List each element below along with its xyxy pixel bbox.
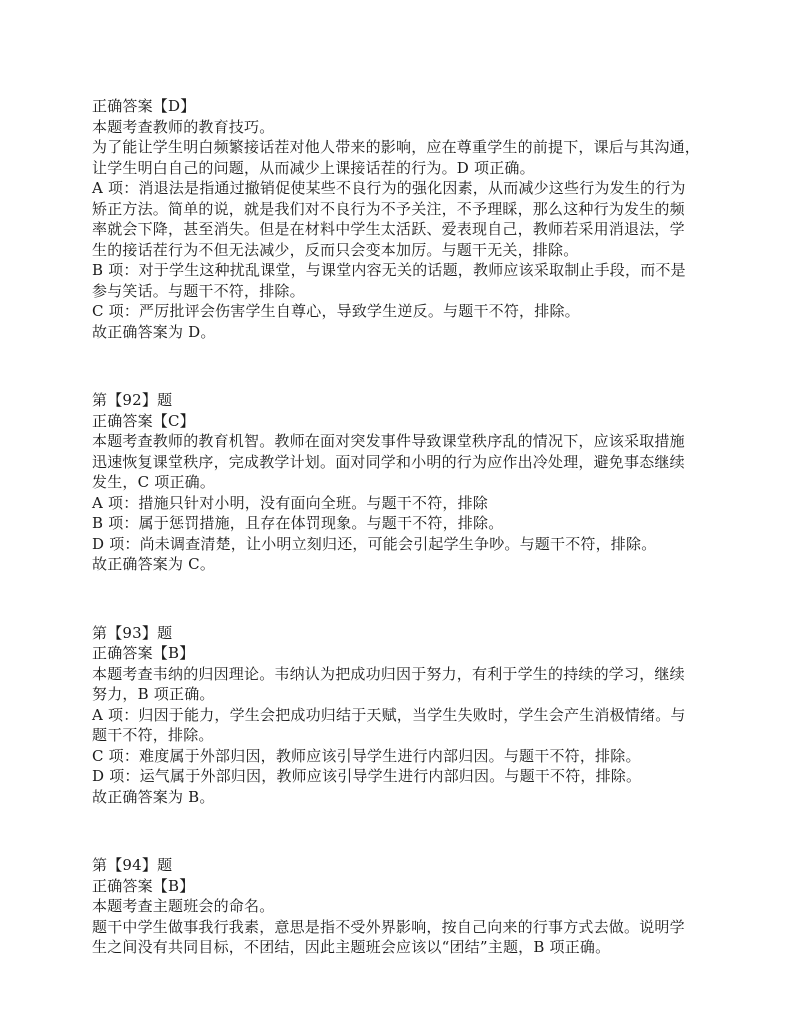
- topic-line: 本题考查主题班会的命名。: [92, 897, 275, 915]
- question-number: 第【92】题: [92, 391, 173, 409]
- option-b-line: B 项：对于学生这种扰乱课堂，与课堂内容无关的话题，教师应该采取制止手段，而不是: [92, 261, 686, 279]
- question-number: 第【93】题: [92, 623, 173, 642]
- option-c-line: C 项：难度属于外部归因，教师应该引导学生进行内部归因。与题干不符，排除。: [92, 746, 641, 765]
- option-b-line: 参与笑话。与题干不符，排除。: [92, 281, 305, 300]
- option-a-line: A 项：措施只针对小明，没有面向全班。与题干不符，排除: [92, 493, 489, 512]
- question-block-93: [92, 623, 732, 808]
- conclusion-line: 故正确答案为 D。: [92, 322, 216, 341]
- explanation-line: 发生，C 项正确。: [92, 473, 216, 491]
- question-block-94: [92, 855, 732, 958]
- answer-label: 正确答案【C】: [92, 411, 195, 430]
- explanation-line: 迅速恢复课堂秩序，完成教学计划。面对同学和小明的行为应作出冷处理，避免事态继续: [92, 452, 685, 471]
- option-b-line: B 项：属于惩罚措施，且存在体罚现象。与题干不符，排除。: [92, 514, 504, 532]
- document-page: [92, 96, 732, 958]
- explanation-line: 为了能让学生明白频繁接话茬对他人带来的影响，应在尊重学生的前提下，课后与其沟通，: [92, 138, 701, 156]
- option-a-line: 生的接话茬行为不但无法减少，反而只会变本加厉。与题干无关，排除。: [92, 240, 579, 259]
- option-d-line: D 项：尚未调查清楚，让小明立刻归还，可能会引起学生争吵。与题干不符，排除。: [92, 534, 657, 553]
- explanation-line: 本题考查韦纳的归因理论。韦纳认为把成功归因于努力，有利于学生的持续的学习，继续: [92, 664, 685, 683]
- conclusion-line: 故正确答案为 B。: [92, 787, 215, 806]
- option-c-line: C 项：严厉批评会伤害学生自尊心，导致学生逆反。与题干不符，排除。: [92, 302, 580, 320]
- answer-label: 正确答案【B】: [92, 876, 195, 895]
- option-a-line: 矫正方法。简单的说，就是我们对不良行为不予关注，不予理睬，那么这种行为发生的频: [92, 199, 685, 218]
- explanation-line: 努力，B 项正确。: [92, 685, 215, 703]
- option-a-line: 题干不符，排除。: [92, 726, 214, 744]
- answer-label: 正确答案【D】: [92, 97, 196, 115]
- explanation-line: 本题考查教师的教育机智。教师在面对突发事件导致课堂秩序乱的情况下，应该采取措施: [92, 432, 685, 450]
- option-a-line: A 项：归因于能力，学生会把成功归结于天赋，当学生失败时，学生会产生消极情绪。与: [92, 705, 686, 724]
- question-block-92: [92, 390, 732, 575]
- option-a-line: 率就会下降，甚至消失。但是在材料中学生太活跃、爱表现自己，教师若采用消退法，学: [92, 220, 685, 238]
- explanation-line: 生之间没有共同目标，不团结，因此主题班会应该以“团结”主题，B 项正确。: [92, 938, 611, 956]
- explanation-line: 题干中学生做事我行我素，意思是指不受外界影响，按自己向来的行事方式去做。说明学: [92, 917, 685, 936]
- topic-line: 本题考查教师的教育技巧。: [92, 117, 275, 136]
- answer-block-91: [92, 96, 732, 342]
- explanation-line: 让学生明白自己的问题，从而减少上课接话茬的行为。D 项正确。: [92, 158, 535, 177]
- question-number: 第【94】题: [92, 856, 173, 874]
- option-a-line: A 项：消退法是指通过撤销促使某些不良行为的强化因素，从而减少这些行为发生的行为: [92, 179, 686, 197]
- option-d-line: D 项：运气属于外部归因，教师应该引导学生进行内部归因。与题干不符，排除。: [92, 767, 642, 785]
- conclusion-line: 故正确答案为 C。: [92, 555, 216, 573]
- answer-label: 正确答案【B】: [92, 644, 195, 662]
